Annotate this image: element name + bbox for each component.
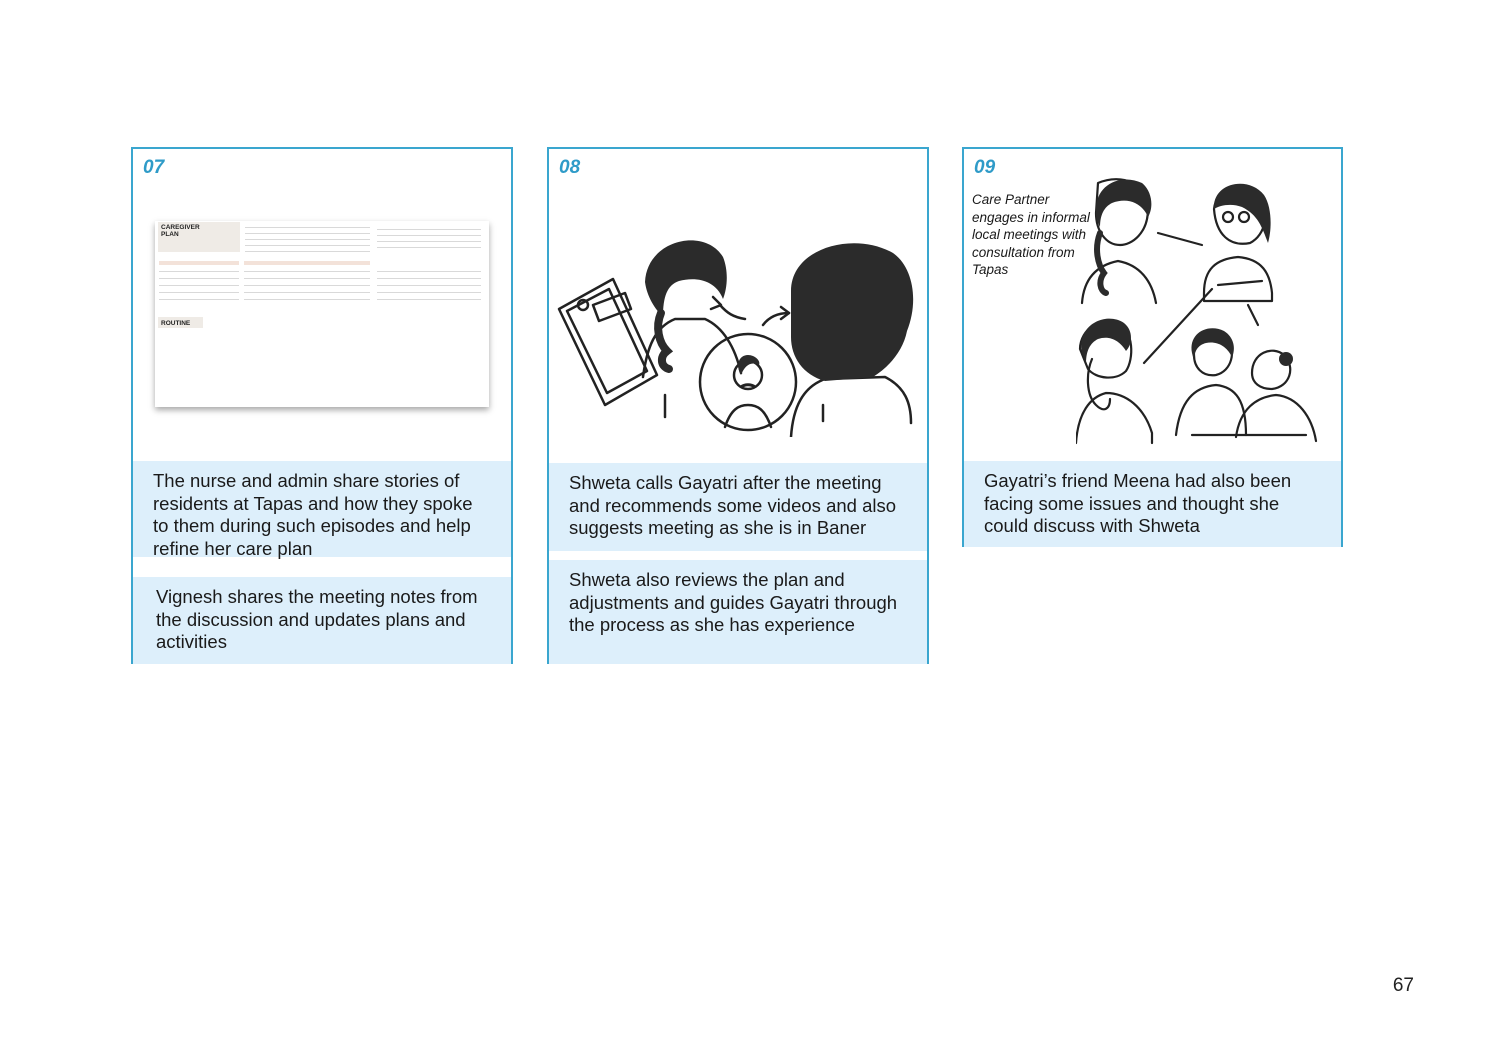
community-meeting-illustration <box>1076 173 1332 449</box>
storyboard-panel-09 <box>962 147 1343 547</box>
caption-1: Shweta calls Gayatri after the meeting and recommends some videos and also suggests meeting as she is in Baner <box>549 463 927 551</box>
caption-2: Vignesh shares the meeting notes from the discussion and updates plans and activities <box>133 577 511 664</box>
caregiver-plan-document <box>155 221 489 407</box>
annotation-note: Care Partner engages in informal local meetings with consultation from Tapas <box>972 192 1090 277</box>
caption-1: The nurse and admin share stories of residents at Tapas and how they spoke to them during such episodes and help refine her care plan <box>133 461 511 557</box>
panel-number: 09 <box>974 157 996 178</box>
panel-number: 07 <box>143 157 165 178</box>
caption-2: Shweta also reviews the plan and adjustments and guides Gayatri through the process as she has experience <box>549 560 927 664</box>
document-title: CAREGIVER PLAN <box>161 224 200 238</box>
storyboard-panel-08 <box>547 147 929 664</box>
storyboard-panel-07 <box>131 147 513 664</box>
phone-call-illustration <box>555 227 915 437</box>
caption-1: Gayatri’s friend Meena had also been facing some issues and thought she could discuss with Shweta <box>964 461 1341 547</box>
page-number: 67 <box>1392 975 1414 996</box>
routine-label: ROUTINE <box>161 320 191 327</box>
panel-number: 08 <box>559 157 581 178</box>
